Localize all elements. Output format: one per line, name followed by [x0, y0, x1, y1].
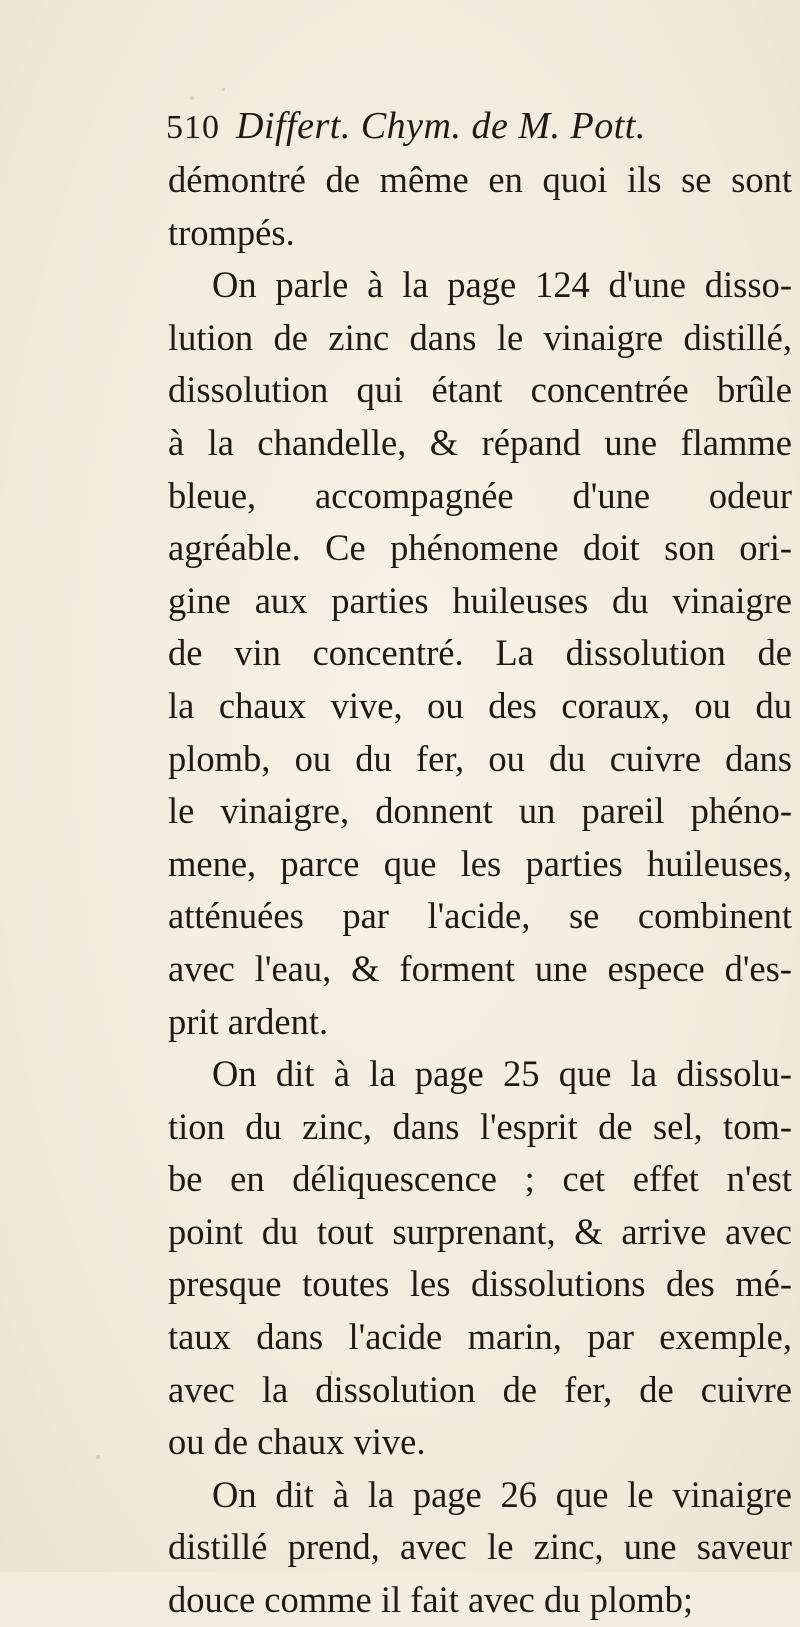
text-line: la chaux vive, ou des coraux, ou du	[168, 684, 792, 726]
text-line: lution de zinc dans le vinaigre distillé,	[168, 316, 792, 358]
text-line: mene, parce que les parties huileuses,	[168, 842, 792, 884]
text-line: distillé prend, avec le zinc, une saveur	[168, 1526, 792, 1568]
text-line: atténuées par l'acide, se combinent	[168, 895, 792, 937]
text-line: à la chandelle, & répand une flamme	[168, 421, 792, 463]
paper-speck	[190, 96, 194, 100]
text-line: taux dans l'acide marin, par exemple,	[168, 1316, 792, 1358]
text-line: plomb, ou du fer, ou du cuivre dans	[168, 737, 792, 779]
text-line: point du tout surprenant, & arrive avec	[168, 1210, 792, 1252]
text-line: trompés.	[168, 211, 295, 253]
text-line: le vinaigre, donnent un pareil phéno-	[168, 790, 792, 832]
text-line: agréable. Ce phénomene doit son ori-	[168, 527, 792, 569]
text-line: tion du zinc, dans l'esprit de sel, tom-	[168, 1105, 792, 1147]
running-title: Differt. Chym. de M. Pott.	[236, 105, 646, 147]
text-line: dissolution qui étant concentrée brûle	[168, 369, 792, 411]
text-line: prit ardent.	[168, 1000, 329, 1042]
text-line: be en déliquescence ; cet effet n'est	[168, 1158, 792, 1200]
text-line: bleue, accompagnée d'une odeur	[168, 474, 792, 516]
text-line: gine aux parties huileuses du vinaigre	[168, 579, 792, 621]
paper-speck	[222, 88, 225, 91]
text-line: avec la dissolution de fer, de cuivre	[168, 1368, 792, 1410]
text-line: avec l'eau, & forment une espece d'es-	[168, 947, 792, 989]
text-line: de vin concentré. La dissolution de	[168, 632, 792, 674]
text-line: On parle à la page 124 d'une disso-	[212, 264, 792, 306]
text-line: démontré de même en quoi ils se sont	[168, 159, 792, 200]
page-number: 510	[166, 109, 220, 146]
text-line: presque toutes les dissolutions des mé-	[168, 1263, 792, 1305]
text-line: douce comme il fait avec du plomb;	[168, 1579, 694, 1621]
running-header	[166, 104, 796, 156]
text-line: On dit à la page 25 que la dissolu-	[212, 1053, 792, 1095]
body-text	[168, 154, 792, 1627]
text-line: On dit à la page 26 que le vinaigre	[212, 1473, 792, 1515]
paper-speck	[96, 1455, 100, 1459]
text-line: ou de chaux vive.	[168, 1421, 426, 1463]
